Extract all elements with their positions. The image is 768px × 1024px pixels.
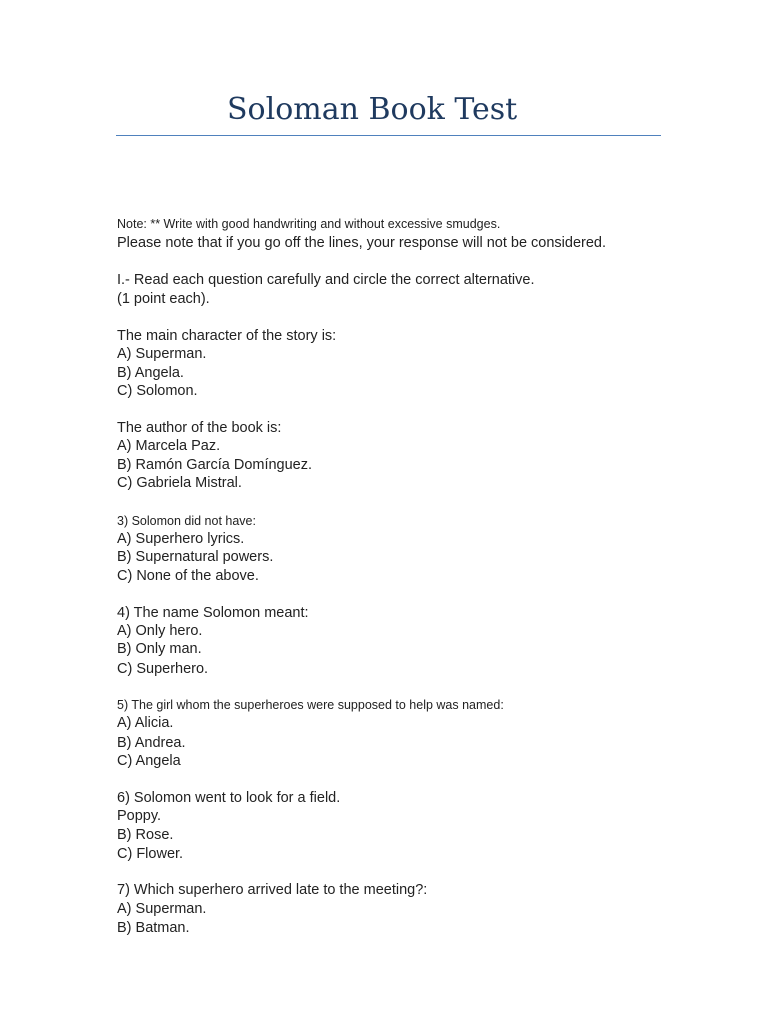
question-5-option-a: A) Alicia. bbox=[117, 715, 174, 731]
question-7-text: 7) Which superhero arrived late to the meeting?: bbox=[117, 882, 428, 898]
question-6-option-b: B) Rose. bbox=[117, 827, 174, 843]
question-3-text: 3) Solomon did not have: bbox=[117, 514, 256, 528]
question-2-text: The author of the book is: bbox=[117, 420, 282, 436]
question-1-option-c: C) Solomon. bbox=[117, 383, 198, 399]
question-5-option-b: B) Andrea. bbox=[117, 735, 186, 751]
note-line-2: Please note that if you go off the lines, your response will not be considered. bbox=[117, 235, 607, 251]
question-2-option-c: C) Gabriela Mistral. bbox=[117, 475, 242, 491]
question-4-option-c: C) Superhero. bbox=[117, 661, 209, 677]
question-1-option-a: A) Superman. bbox=[117, 346, 207, 362]
question-2-option-a: A) Marcela Paz. bbox=[117, 438, 221, 454]
instruction-line-2: (1 point each). bbox=[117, 291, 210, 307]
question-4-option-b: B) Only man. bbox=[117, 641, 202, 657]
question-4-text: 4) The name Solomon meant: bbox=[117, 605, 309, 621]
instruction-line-1: I.- Read each question carefully and circle the correct alternative. bbox=[117, 272, 535, 288]
question-5-option-c: C) Angela bbox=[117, 753, 181, 769]
title-divider bbox=[116, 135, 661, 136]
question-4-option-a: A) Only hero. bbox=[117, 623, 203, 639]
question-7-option-a: A) Superman. bbox=[117, 901, 207, 917]
question-3-option-b: B) Supernatural powers. bbox=[117, 549, 274, 565]
note-line-1: Note: ** Write with good handwriting and without excessive smudges. bbox=[117, 217, 501, 231]
question-3-option-a: A) Superhero lyrics. bbox=[117, 531, 245, 547]
question-1-option-b: B) Angela. bbox=[117, 365, 184, 381]
question-6-option-c: C) Flower. bbox=[117, 846, 184, 862]
question-1-text: The main character of the story is: bbox=[117, 328, 337, 344]
question-6-option-a: Poppy. bbox=[117, 808, 162, 824]
question-7-option-b: B) Batman. bbox=[117, 920, 190, 936]
question-3-option-c: C) None of the above. bbox=[117, 568, 259, 584]
question-5-text: 5) The girl whom the superheroes were supposed to help was named: bbox=[117, 698, 504, 712]
question-2-option-b: B) Ramón García Domínguez. bbox=[117, 457, 313, 473]
question-6-text: 6) Solomon went to look for a field. bbox=[117, 790, 341, 806]
page-title: Soloman Book Test bbox=[227, 92, 518, 127]
